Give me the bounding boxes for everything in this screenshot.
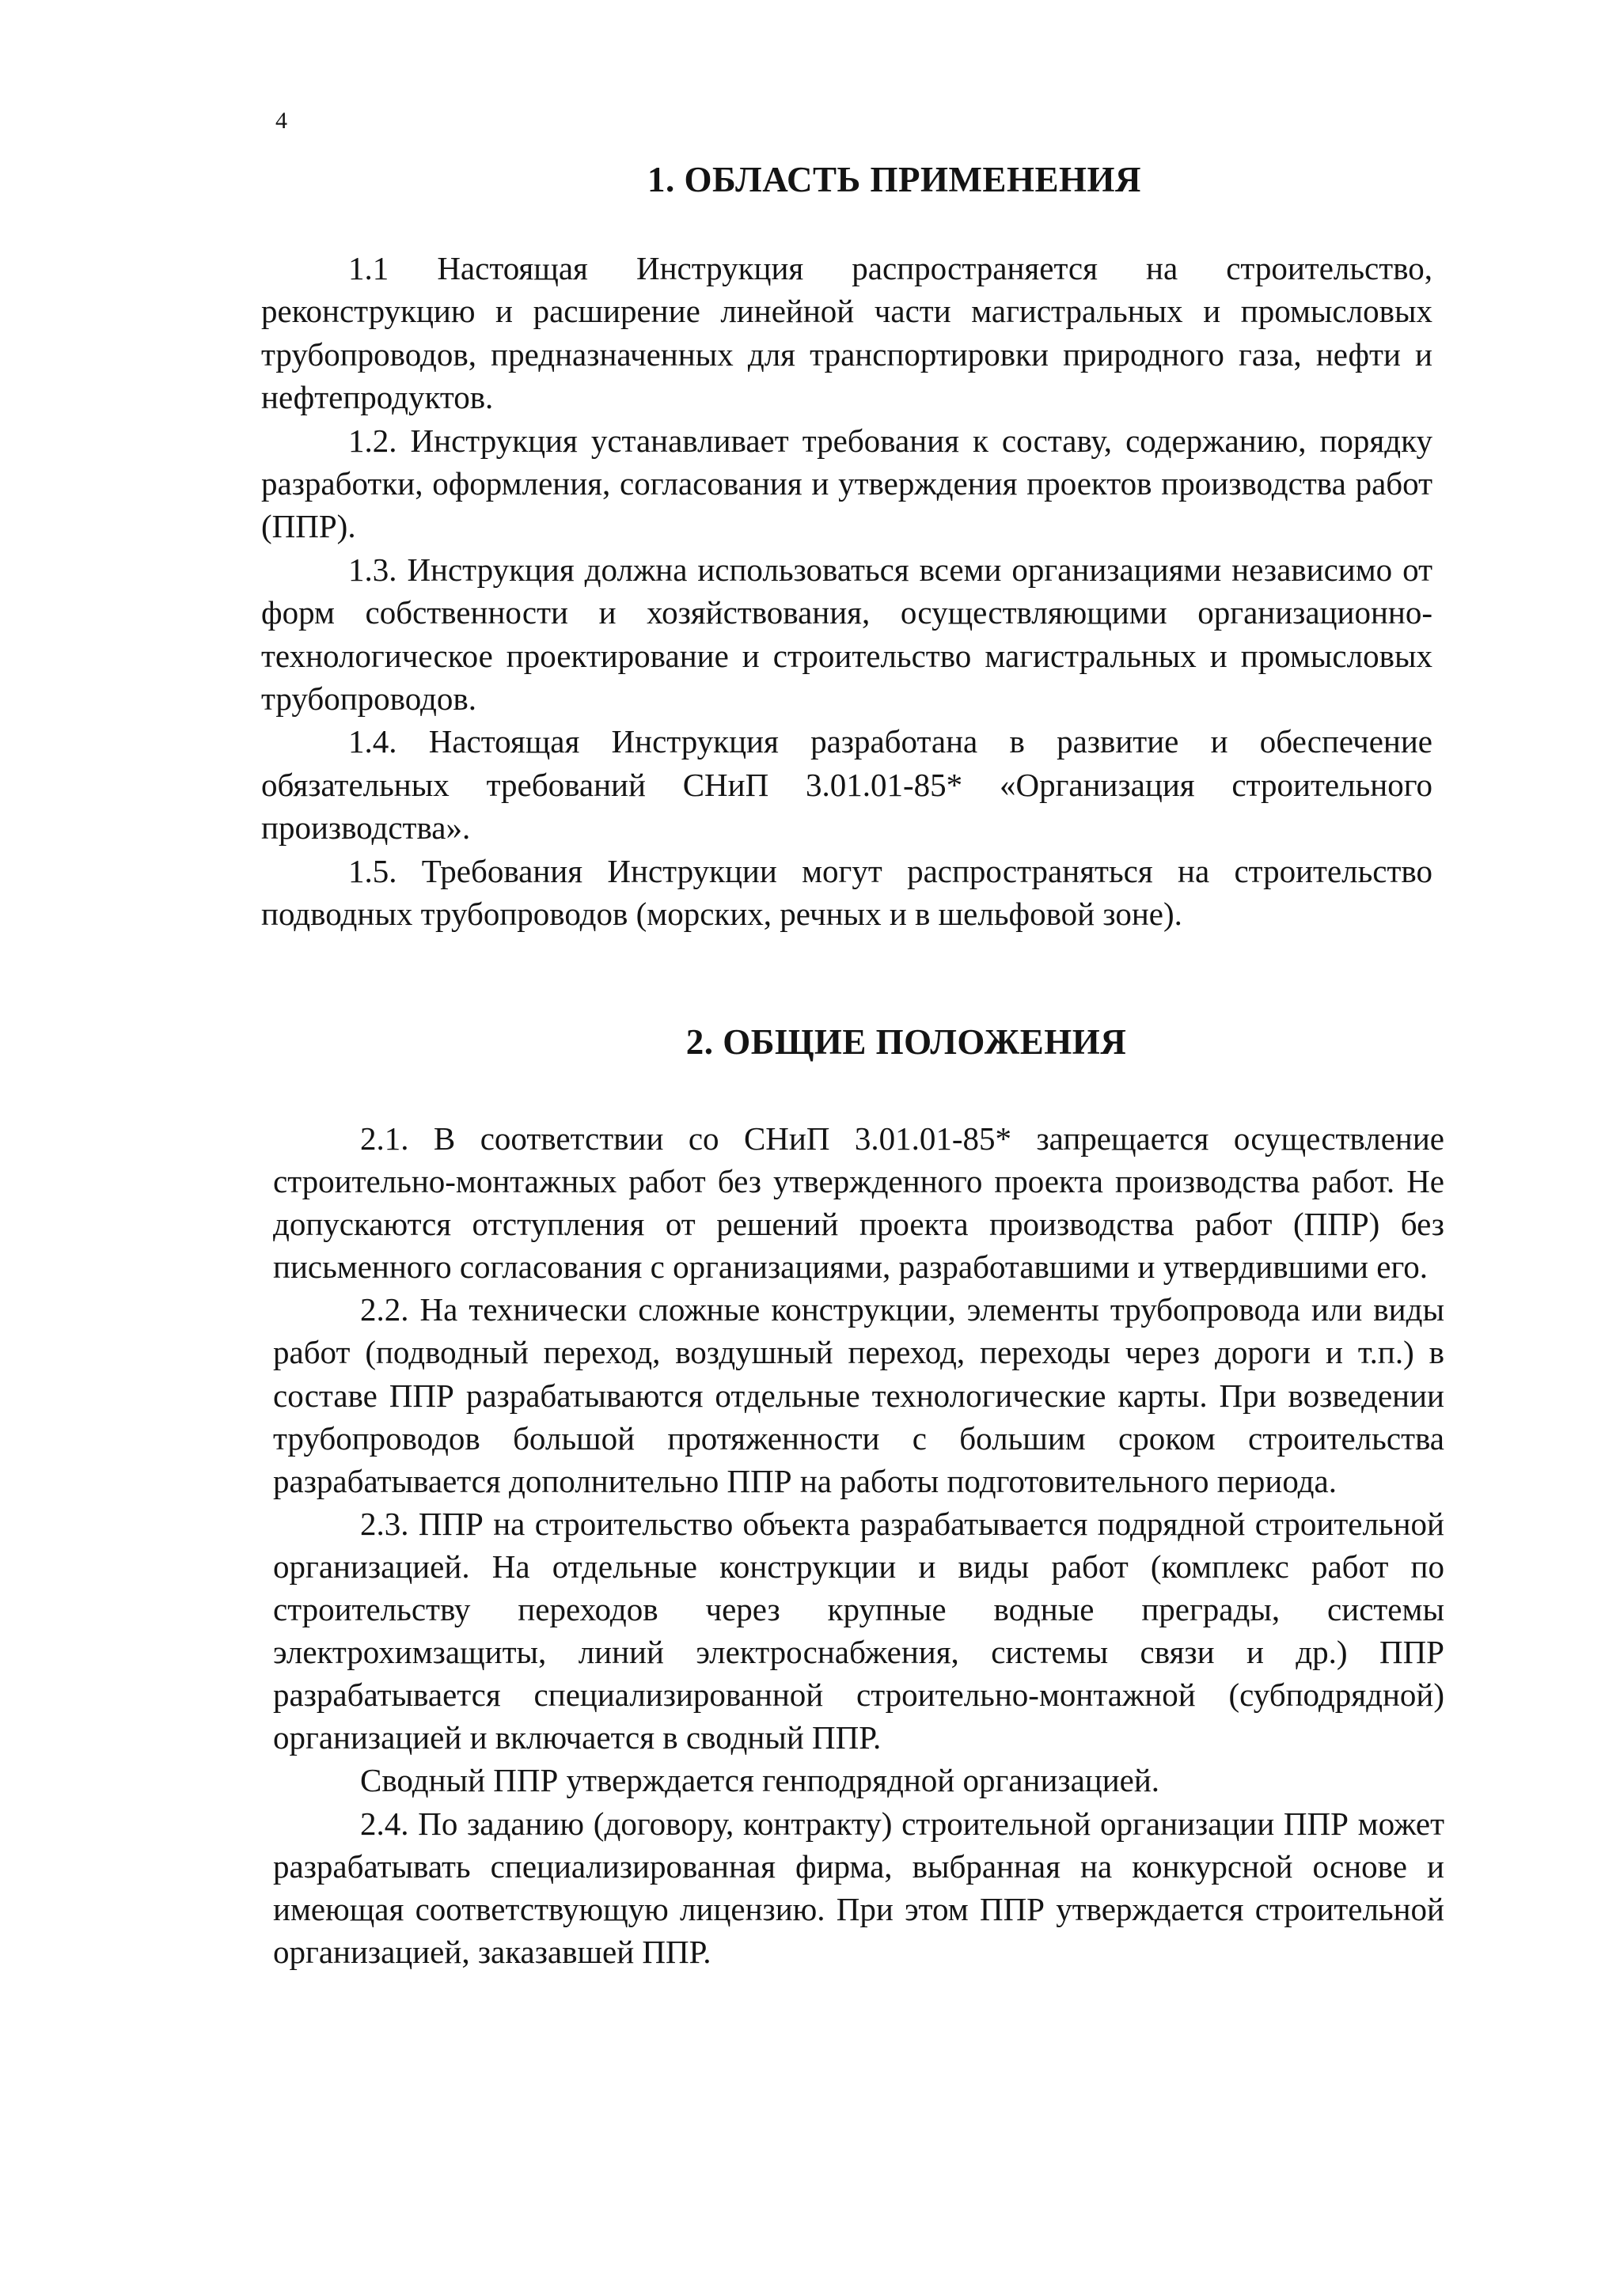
paragraph-2-3: 2.3. ППР на строительство объекта разрабатывается подрядной строительной организацией. На отдельные конструкции и виды работ (комплекс работ по строительству переходов через крупные водные преграды, системы электрохимзащиты, линий электроснабжения, системы связи и др.) ППР разрабатывается специализированной строительно-монтажной (субподрядной) организацией и включается в сводный ППР. xyxy=(273,1505,1444,1756)
page-number: 4 xyxy=(275,108,287,134)
paragraph-2-2: 2.2. На технически сложные конструкции, элементы трубопровода или виды работ (подводный переход, воздушный переход, переходы через дороги и т.п.) в составе ППР разрабатываются отдельные технологические карты. При возведении трубопроводов большой протяженности с большим сроком строительства разрабатывается дополнительно ППР на работы подготовительного периода. xyxy=(273,1291,1444,1499)
section-title-general: 2. ОБЩИЕ ПОЛОЖЕНИЯ xyxy=(685,1022,1127,1062)
paragraph-1-5: 1.5. Требования Инструкции могут распространяться на строительство подводных трубопроводов (морских, речных и в шельфовой зоне). xyxy=(261,852,1432,933)
paragraph-2-3-note: Сводный ППР утверждается генподрядной организацией. xyxy=(360,1762,1160,1799)
section-general-provisions xyxy=(273,1021,1444,1973)
section-scope xyxy=(261,158,1432,936)
paragraph-1-2: 1.2. Инструкция устанавливает требования к составу, содержанию, порядку разработки, оформления, согласования и утверждения проектов производства работ (ППР). xyxy=(261,422,1432,545)
paragraph-1-3: 1.3. Инструкция должна использоваться всеми организациями независимо от форм собственности и хозяйствования, осуществляющими организационно-технологическое проектирование и строительство магистральных и промысловых трубопроводов. xyxy=(261,551,1432,718)
paragraph-2-1: 2.1. В соответствии со СНиП 3.01.01-85* запрещается осуществление строительно-монтажных работ без утвержденного проекта производства работ. Не допускаются отступления от решений проекта производства работ (ППР) без письменного согласования с организациями, разработавшими и утвердившими его. xyxy=(273,1120,1444,1286)
paragraph-1-4: 1.4. Настоящая Инструкция разработана в развитие и обеспечение обязательных требований СНиП 3.01.01-85* «Организация строительного производства». xyxy=(261,723,1432,847)
paragraph-2-4: 2.4. По заданию (договору, контракту) строительной организации ППР может разрабатывать специализированная фирма, выбранная на конкурсной основе и имеющая соответствующую лицензию. При этом ППР утверждается строительной организацией, заказавшей ППР. xyxy=(273,1805,1444,1970)
paragraph-1-1: 1.1 Настоящая Инструкция распространяется на строительство, реконструкцию и расширение линейной части магистральных и промысловых трубопроводов, предназначенных для транспортировки природного газа, нефти и нефтепродуктов. xyxy=(261,250,1432,416)
section-title-scope: 1. ОБЛАСТЬ ПРИМЕНЕНИЯ xyxy=(647,160,1141,199)
